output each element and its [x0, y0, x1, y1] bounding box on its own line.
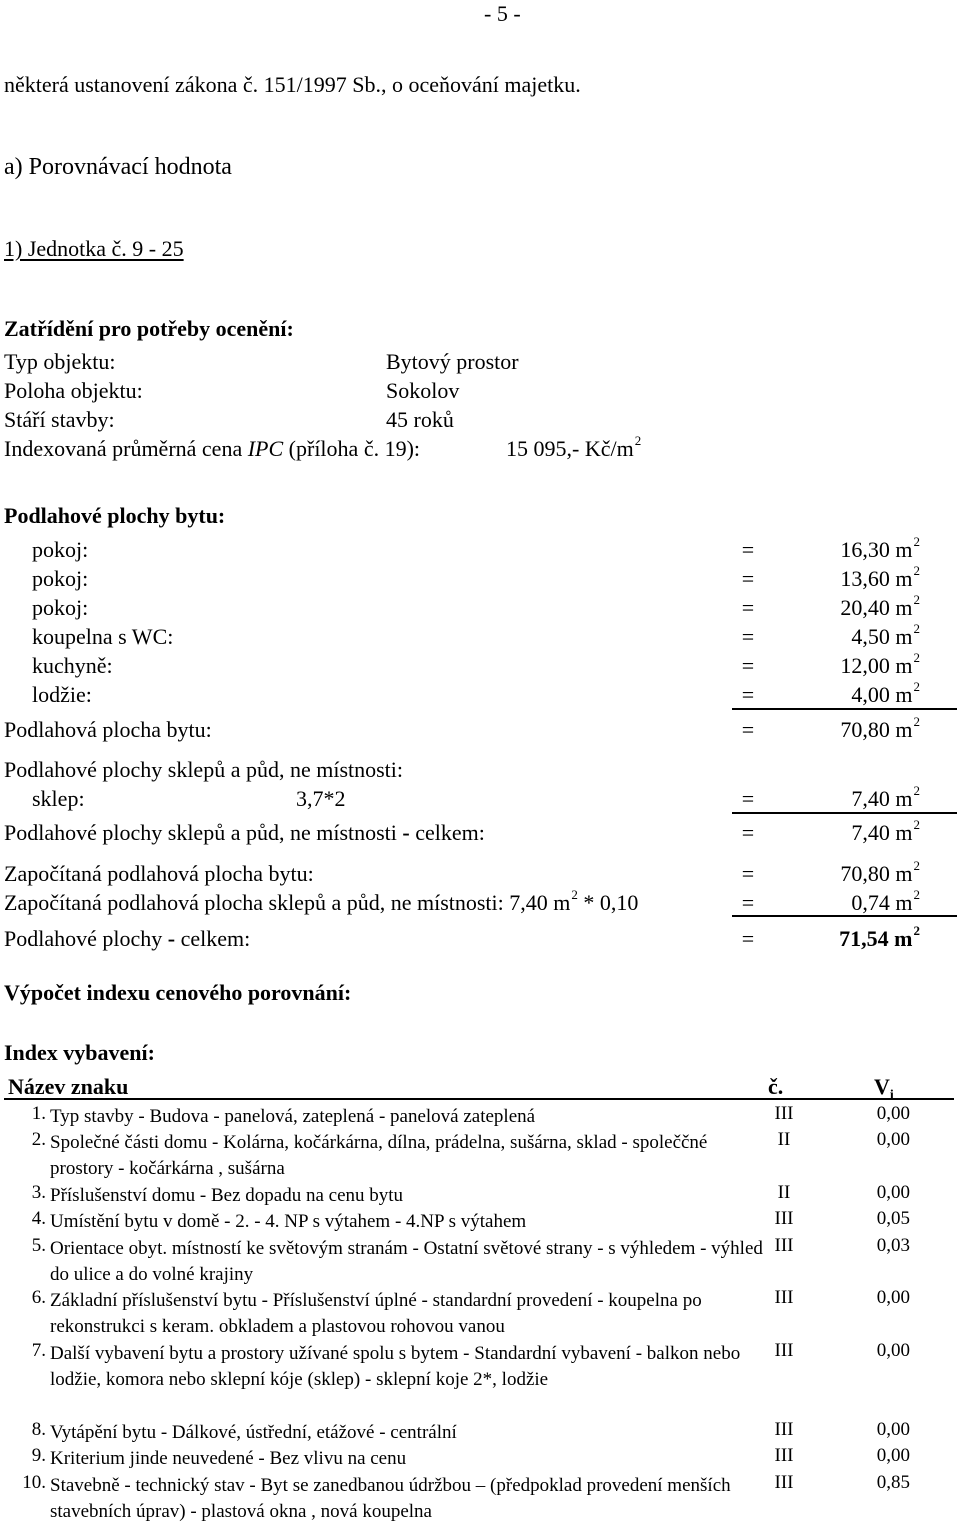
item-category: III — [774, 1287, 794, 1308]
item-number: 2. — [31, 1129, 46, 1150]
cellar-label: sklep: — [32, 786, 85, 811]
col-header-v: $V_i$ — [874, 1074, 894, 1103]
cellar-total-label: Podlahové plochy sklepů a půd, ne místnosti - celkem: — [4, 820, 485, 845]
object-type-label: Typ objektu: — [4, 349, 116, 374]
col-header-name: Název znaku — [8, 1074, 129, 1099]
item-number: 4. — [31, 1208, 46, 1229]
sum-rule — [732, 812, 957, 814]
equals-sign: = — [741, 820, 755, 845]
item-text: Vytápění bytu - Dálkové, ústřední, etážové - centrální — [50, 1422, 457, 1443]
item-category: III — [774, 1235, 794, 1256]
item-value: 0,00 — [876, 1129, 910, 1150]
room-label: kuchyně: — [32, 653, 113, 678]
item-text: Společné části domu - Kolárna, kočárkárna, dílna, prádelna, sušárna, sklad - společčné prostory - kočárkárna , sušárna — [50, 1132, 708, 1180]
room-area: 4,00 $m^2$ — [851, 679, 920, 707]
item-number: 6. — [31, 1287, 46, 1308]
item-text: Orientace obyt. místností ke světovým stranám - Ostatní světové strany - s výhledem - výhled do ulice a do volné krajiny — [50, 1238, 763, 1286]
cellar-area: 7,40 $m^2$ — [851, 783, 920, 811]
section-heading: a) Porovnávací hodnota — [4, 154, 232, 180]
equals-sign: = — [741, 786, 755, 811]
item-value: 0,00 — [876, 1287, 910, 1308]
item-value: 0,00 — [876, 1419, 910, 1440]
room-area: 16,30 $m^2$ — [840, 534, 920, 562]
index-calc-title: Výpočet indexu cenového porovnání: — [4, 980, 352, 1005]
room-area: 13,60 $m^2$ — [840, 563, 920, 591]
item-text: Další vybavení bytu a prostory užívané spolu s bytem - Standardní vybavení - balkon nebo lodžie, komora nebo sklepní kóje (sklep) - sklepní koje 2*, lodžie — [50, 1343, 741, 1391]
equals-sign: = — [741, 926, 755, 951]
equals-sign: = — [741, 717, 755, 742]
item-text: Umístění bytu v domě - 2. - 4. NP s výtahem - 4.NP s výtahem — [50, 1211, 527, 1232]
item-text: Stavebně - technický stav - Byt se zanedbanou údržbou – (předpoklad provedení menších stavebních úprav) - plastová okna , nová koupelna — [50, 1475, 731, 1523]
equals-sign: = — [741, 861, 755, 886]
item-category: III — [774, 1103, 794, 1124]
ipc-label: Indexovaná průměrná cena IPC (příloha č. 19): — [4, 436, 421, 461]
object-location-label: Poloha objektu: — [4, 378, 143, 403]
room-label: koupelna s WC: — [32, 624, 174, 649]
col-header-cat: č. — [768, 1074, 784, 1099]
floor-areas-title: Podlahové plochy bytu: — [4, 503, 226, 528]
item-value: 0,00 — [876, 1445, 910, 1466]
cellar-formula: 3,7*2 — [296, 786, 346, 811]
item-value: 0,85 — [876, 1472, 910, 1493]
equals-sign: = — [741, 653, 755, 678]
item-category: II — [777, 1129, 791, 1150]
room-label: lodžie: — [32, 682, 92, 707]
building-age-value: 45 roků — [386, 407, 454, 432]
item-number: 10. — [22, 1472, 46, 1493]
grand-total-label: Podlahové plochy - celkem: — [4, 926, 251, 951]
equals-sign: = — [741, 890, 755, 915]
cellar-total-value: 7,40 $m^2$ — [851, 817, 920, 845]
floor-total-label: Podlahová plocha bytu: — [4, 717, 212, 742]
intro-line: některá ustanovení zákona č. 151/1997 Sb., o oceňování majetku. — [4, 72, 581, 97]
equals-sign: = — [741, 624, 755, 649]
item-number: 1. — [31, 1103, 46, 1124]
table-header-rule — [4, 1098, 954, 1100]
equals-sign: = — [741, 566, 755, 591]
item-category: II — [777, 1182, 791, 1203]
item-category: III — [774, 1472, 794, 1493]
sum-rule — [732, 915, 957, 917]
object-type-value: Bytový prostor — [386, 349, 519, 374]
item-number: 7. — [31, 1340, 46, 1361]
grand-total-value: 71,54 $m^2$ — [839, 923, 920, 951]
classification-title: Zatřídění pro potřeby ocenění: — [4, 316, 294, 341]
counted-cellar-value: 0,74 $m^2$ — [851, 887, 920, 915]
floor-total-value: 70,80 $m^2$ — [840, 714, 920, 742]
ipc-value: 15 095,- $Kč/m^2$ — [506, 433, 642, 461]
equals-sign: = — [741, 537, 755, 562]
item-number: 3. — [31, 1182, 46, 1203]
item-text: Základní příslušenství bytu - Příslušenství úplné - standardní provedení - koupelna po rekonstrukci s keram. obkladem a plastovou rohovou vanou — [50, 1290, 702, 1338]
object-location-value: Sokolov — [386, 378, 460, 403]
equals-sign: = — [741, 682, 755, 707]
item-value: 0,05 — [876, 1208, 910, 1229]
item-number: 9. — [31, 1445, 46, 1466]
item-text: Příslušenství domu - Bez dopadu na cenu bytu — [50, 1185, 404, 1206]
room-area: 12,00 $m^2$ — [840, 650, 920, 678]
item-number: 8. — [31, 1419, 46, 1440]
counted-area-value: 70,80 $m^2$ — [840, 858, 920, 886]
cellar-title: Podlahové plochy sklepů a půd, ne místnosti: — [4, 757, 404, 782]
counted-cellar-label: Započítaná podlahová plocha sklepů a půd, ne místnosti: 7,40 $m^2 * 0,10$ — [4, 887, 639, 915]
item-value: 0,00 — [876, 1103, 910, 1124]
page-number: - 5 - — [484, 1, 521, 26]
equipment-index-title: Index vybavení: — [4, 1040, 155, 1065]
room-area: 20,40 $m^2$ — [840, 592, 920, 620]
room-label: pokoj: — [32, 595, 89, 620]
item-value: 0,00 — [876, 1340, 910, 1361]
room-label: pokoj: — [32, 537, 89, 562]
item-text: Kriterium jinde neuvedené - Bez vlivu na cenu — [50, 1448, 407, 1469]
item-category: III — [774, 1208, 794, 1229]
room-area: 4,50 $m^2$ — [851, 621, 920, 649]
item-category: III — [774, 1340, 794, 1361]
sum-rule — [732, 708, 957, 710]
building-age-label: Stáří stavby: — [4, 407, 115, 432]
unit-heading: 1) Jednotka č. 9 - 25 — [4, 236, 184, 261]
item-category: III — [774, 1419, 794, 1440]
counted-area-label: Započítaná podlahová plocha bytu: — [4, 861, 314, 886]
item-category: III — [774, 1445, 794, 1466]
item-value: 0,00 — [876, 1182, 910, 1203]
item-value: 0,03 — [876, 1235, 910, 1256]
equals-sign: = — [741, 595, 755, 620]
item-number: 5. — [31, 1235, 46, 1256]
room-label: pokoj: — [32, 566, 89, 591]
item-text: Typ stavby - Budova - panelová, zateplená - panelová zateplená — [50, 1106, 536, 1127]
